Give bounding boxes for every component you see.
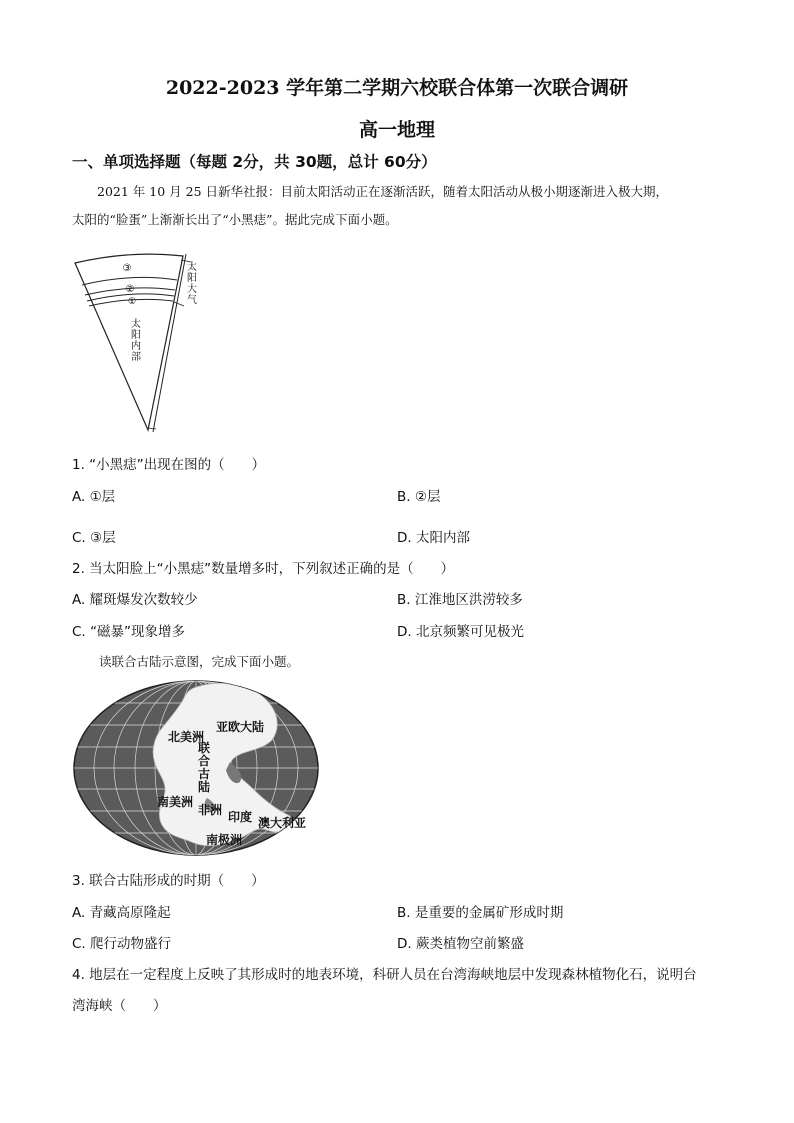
question-2-option-b[interactable]: B. 江淮地区洪涝较多 [397, 592, 523, 608]
question-1-option-c[interactable]: C. ③层 [72, 530, 116, 546]
question-2-option-d[interactable]: D. 北京频繁可见极光 [397, 624, 524, 640]
question-4-stem-line-1: 4. 地层在一定程度上反映了其形成时的地表环境，科研人员在台湾海峡地层中发现森林植物化石，说明台 [72, 967, 697, 983]
document-subtitle: 高一地理 [358, 119, 435, 141]
question-1-option-b[interactable]: B. ②层 [397, 489, 441, 505]
question-3-option-a[interactable]: A. 青藏高原隆起 [72, 905, 171, 921]
question-1-stem: 1. “小黑痣”出现在图的（ ） [72, 457, 266, 473]
map-label-africa: 非洲 [198, 803, 223, 817]
question-1-option-d[interactable]: D. 太阳内部 [397, 530, 470, 546]
sun-interior-label: 太阳内部 [131, 319, 141, 363]
question-3-stem: 3. 联合古陆形成的时期（ ） [72, 873, 265, 889]
map-label-antarctica: 南极洲 [206, 833, 243, 847]
question-1-option-a[interactable]: A. ①层 [72, 489, 116, 505]
layer-2-label: ② [125, 284, 135, 295]
question-2-stem: 2. 当太阳脸上“小黑痣”数量增多时，下列叙述正确的是（ ） [72, 561, 455, 577]
map-label-australia: 澳大利亚 [258, 816, 307, 830]
question-2-option-c[interactable]: C. “磁暴”现象增多 [72, 624, 185, 640]
question-4-stem-line-2: 湾海峡（ ） [72, 998, 167, 1014]
pangaea-map [72, 678, 320, 858]
section-heading: 一、单项选择题（每题 2分，共 30题，总计 60分） [72, 153, 437, 171]
layer-1-label: ① [127, 297, 137, 307]
map-label-eurasia: 亚欧大陆 [216, 720, 265, 734]
map-label-south-america: 南美洲 [157, 795, 194, 809]
question-3-option-d[interactable]: D. 蕨类植物空前繁盛 [397, 936, 524, 952]
document-title: 2022-2023 学年第二学期六校联合体第一次联合调研 [165, 77, 629, 99]
material-1-line-1: 2021 年 10 月 25 日新华社报：目前太阳活动正在逐渐活跃，随着太阳活动从极小期逐渐进入极大期， [97, 184, 668, 199]
material-2-text: 读联合古陆示意图，完成下面小题。 [99, 654, 300, 669]
map-label-north-america: 北美洲 [168, 730, 205, 744]
map-label-india: 印度 [228, 810, 253, 824]
map-label-pangaea: 联合古陆 [198, 741, 211, 794]
layer-3-label: ③ [122, 263, 132, 274]
material-1-line-2: 太阳的“脸蛋”上渐渐长出了“小黑痣”。据此完成下面小题。 [72, 212, 398, 227]
sun-atmosphere-label: 太阳大气 [187, 262, 197, 306]
question-3-option-c[interactable]: C. 爬行动物盛行 [72, 936, 172, 952]
question-2-option-a[interactable]: A. 耀斑爆发次数较少 [72, 592, 198, 608]
question-3-option-b[interactable]: B. 是重要的金属矿形成时期 [397, 905, 564, 921]
